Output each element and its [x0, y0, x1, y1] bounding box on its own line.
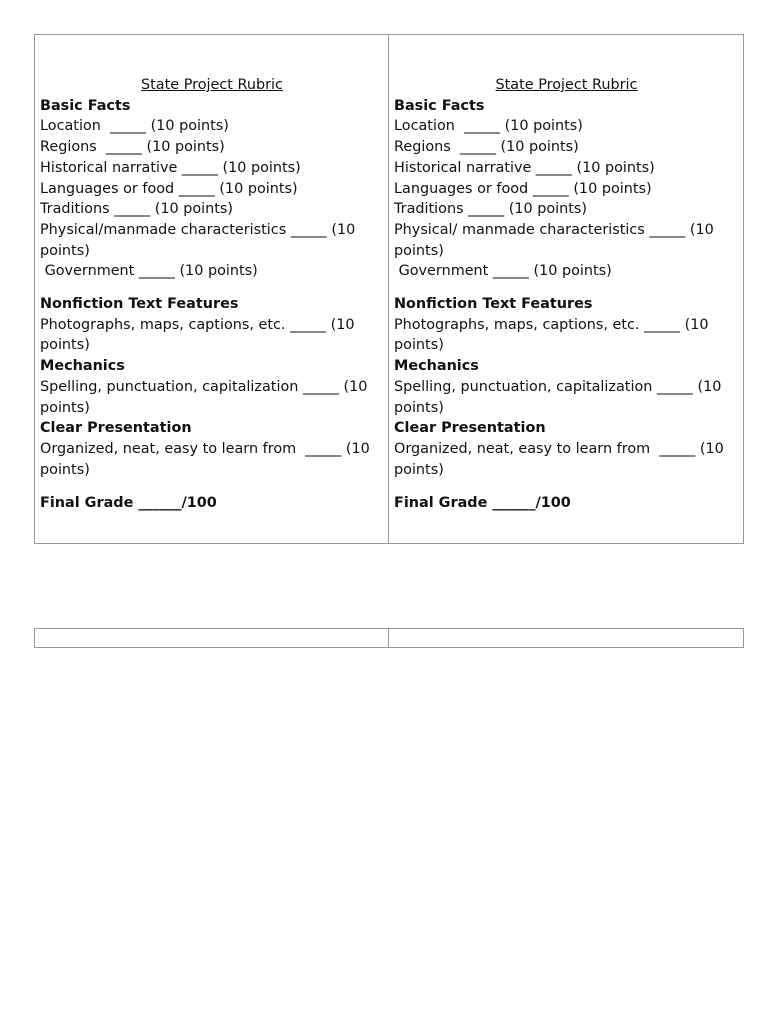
- rubric-title: State Project Rubric: [141, 77, 283, 93]
- organized-line: Organized, neat, easy to learn from _____ (10 points): [394, 440, 729, 478]
- organized-line: Organized, neat, easy to learn from _____ (10 points): [40, 440, 375, 478]
- physical-characteristics-line: Physical/ manmade characteristics _____ (10 points): [394, 221, 719, 259]
- traditions-line: Traditions _____ (10 points): [40, 201, 234, 218]
- location-line: Location _____ (10 points): [40, 118, 229, 135]
- rubric-cell-left: [35, 35, 389, 543]
- empty-cell-right: [389, 629, 743, 647]
- government-line: Government _____ (10 points): [40, 263, 258, 280]
- final-grade: Final Grade ______/100: [394, 495, 571, 512]
- spelling-line: Spelling, punctuation, capitalization _____ (10 points): [40, 378, 372, 416]
- clear-presentation-heading: Clear Presentation: [40, 420, 192, 437]
- rubric-cell-right: [389, 35, 743, 543]
- basic-facts-heading: Basic Facts: [40, 97, 131, 114]
- nonfiction-heading: Nonfiction Text Features: [394, 296, 593, 313]
- government-line: Government _____ (10 points): [394, 263, 612, 280]
- final-grade: Final Grade ______/100: [40, 495, 217, 512]
- regions-line: Regions _____ (10 points): [394, 139, 579, 156]
- nonfiction-heading: Nonfiction Text Features: [40, 296, 239, 313]
- physical-characteristics-line: Physical/manmade characteristics _____ (10 points): [40, 221, 360, 259]
- photographs-line: Photographs, maps, captions, etc. _____ (10 points): [40, 316, 360, 354]
- mechanics-heading: Mechanics: [394, 358, 479, 375]
- languages-food-line: Languages or food _____ (10 points): [40, 180, 298, 197]
- empty-table-row: [34, 628, 744, 648]
- spelling-line: Spelling, punctuation, capitalization _____ (10 points): [394, 378, 726, 416]
- rubric-table: [34, 34, 744, 544]
- basic-facts-heading: Basic Facts: [394, 97, 485, 114]
- location-line: Location _____ (10 points): [394, 118, 583, 135]
- languages-food-line: Languages or food _____ (10 points): [394, 180, 652, 197]
- empty-cell-left: [35, 629, 389, 647]
- rubric-title: State Project Rubric: [495, 77, 638, 93]
- mechanics-heading: Mechanics: [40, 358, 125, 375]
- historical-narrative-line: Historical narrative _____ (10 points): [394, 159, 655, 176]
- traditions-line: Traditions _____ (10 points): [394, 201, 588, 218]
- photographs-line: Photographs, maps, captions, etc. _____ (10 points): [394, 316, 714, 354]
- regions-line: Regions _____ (10 points): [40, 139, 225, 156]
- clear-presentation-heading: Clear Presentation: [394, 420, 546, 437]
- historical-narrative-line: Historical narrative _____ (10 points): [40, 159, 301, 176]
